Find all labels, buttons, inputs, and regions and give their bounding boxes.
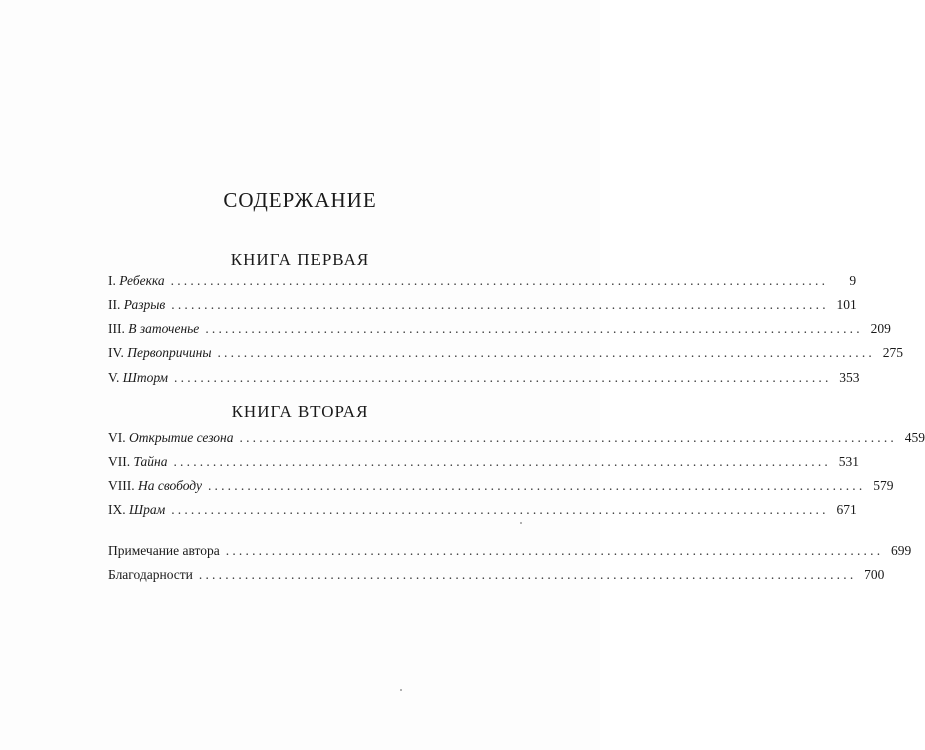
entry-number: IX. — [108, 502, 126, 517]
entry-page-number: 209 — [870, 321, 891, 336]
toc-entry — [108, 297, 857, 317]
toc-entry — [108, 430, 925, 450]
dot-leader: .................................................................................................... — [198, 567, 857, 582]
entry-number: V. — [108, 370, 120, 385]
entry-page-number: 459 — [904, 430, 925, 445]
dot-leader: .................................................................................................... — [173, 454, 831, 469]
entry-title: Ребекка — [119, 273, 165, 288]
toc-entry — [108, 370, 860, 390]
entry-number: VI. — [108, 430, 126, 445]
dot-leader: .................................................................................................... — [225, 543, 884, 558]
entry-title: Открытие сезона — [129, 430, 234, 445]
entry-title: На свободу — [138, 478, 202, 493]
toc-entry — [108, 454, 859, 474]
entry-title: Первопричины — [127, 345, 212, 360]
entry-page-number: 579 — [873, 478, 894, 493]
toc-entry — [108, 273, 857, 293]
entry-number: IV. — [108, 345, 124, 360]
paper-speck — [520, 522, 522, 524]
entry-title: Шрам — [129, 502, 166, 517]
dot-leader: .................................................................................................... — [217, 345, 875, 360]
entry-title: В заточенье — [128, 321, 200, 336]
entry-page-number: 101 — [836, 297, 857, 312]
entry-page-number: 699 — [891, 543, 912, 558]
entry-title: Тайна — [133, 454, 168, 469]
entry-title: Шторм — [122, 370, 169, 385]
entry-title: Разрыв — [123, 297, 166, 312]
dot-leader: .................................................................................................... — [207, 478, 866, 493]
book-heading-second: КНИГА ВТОРАЯ — [231, 402, 369, 421]
book-heading-first: КНИГА ПЕРВАЯ — [230, 250, 370, 269]
entry-title: Благодарности — [108, 567, 193, 582]
entry-number: III. — [108, 321, 125, 336]
page-title: СОДЕРЖАНИЕ — [223, 188, 377, 212]
entry-number: I. — [108, 273, 116, 288]
toc-entry — [108, 478, 894, 498]
entry-page-number: 531 — [838, 454, 859, 469]
entry-page-number: 700 — [864, 567, 885, 582]
entry-number: II. — [108, 297, 121, 312]
entry-page-number: 275 — [882, 345, 903, 360]
entry-title: Примечание автора — [108, 543, 220, 558]
dot-leader: .................................................................................................... — [170, 273, 829, 288]
toc-entry — [108, 345, 903, 365]
dot-leader: .................................................................................................... — [239, 430, 897, 445]
entry-number: VII. — [108, 454, 131, 469]
toc-entry — [108, 321, 891, 341]
entry-page-number: 671 — [836, 502, 857, 517]
entry-page-number: 353 — [839, 370, 860, 385]
entry-page-number: 9 — [849, 273, 857, 288]
toc-entry — [108, 502, 857, 522]
dot-leader: .................................................................................................... — [174, 370, 832, 385]
dot-leader: .................................................................................................... — [171, 502, 829, 517]
toc-entry-extra — [108, 543, 912, 563]
toc-entry-extra — [108, 567, 885, 587]
entry-number: VIII. — [108, 478, 135, 493]
dot-leader: .................................................................................................... — [205, 321, 863, 336]
dot-leader: .................................................................................................... — [171, 297, 829, 312]
paper-speck — [400, 689, 402, 691]
